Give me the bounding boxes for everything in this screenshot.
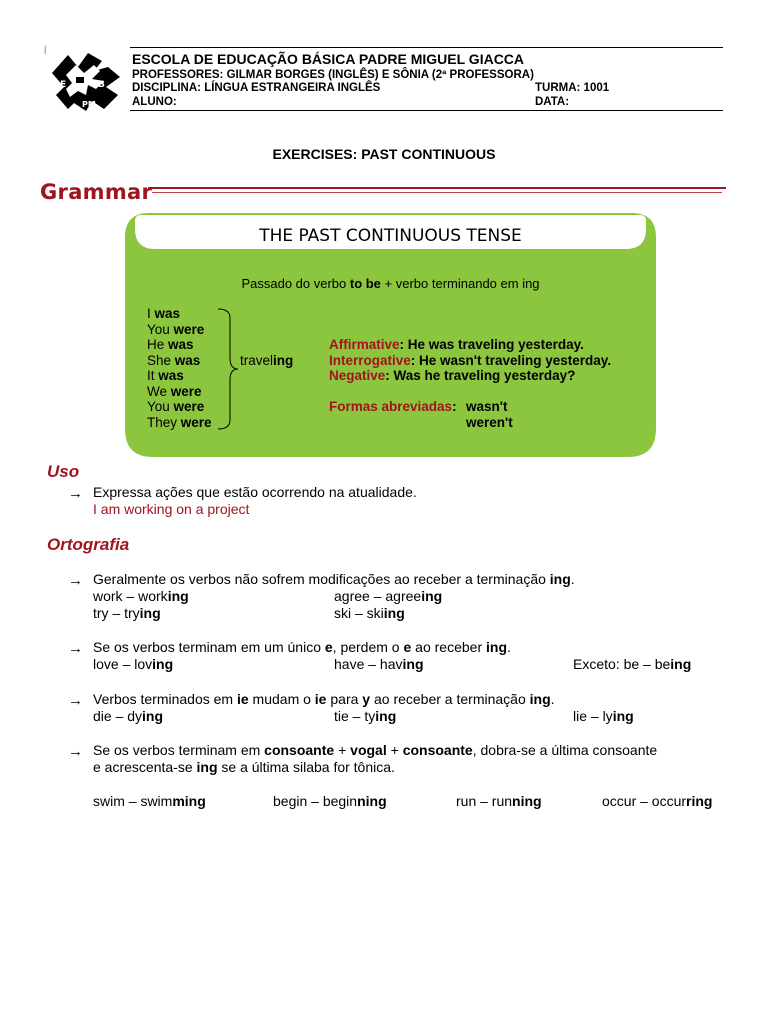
school-logo <box>48 47 126 115</box>
svg-text:B: B <box>98 80 105 90</box>
abbrev-label: Formas abreviadas: <box>329 399 457 414</box>
page-marker: | <box>44 44 47 54</box>
box-title: THE PAST CONTINUOUS TENSE <box>259 226 522 246</box>
verb-traveling: traveling <box>240 352 294 368</box>
arrow-icon: → <box>68 485 83 502</box>
header-top-line <box>130 47 723 48</box>
pronoun-row: He was <box>147 337 194 352</box>
example: agree – agreeing <box>334 588 443 604</box>
grammar-underline-1 <box>148 187 726 189</box>
arrow-icon: → <box>68 743 83 760</box>
exercise-title: EXERCISES: PAST CONTINUOUS <box>272 146 496 162</box>
school-name: ESCOLA DE EDUCAÇÃO BÁSICA PADRE MIGUEL GIACCA <box>132 51 525 67</box>
brace-icon <box>214 308 240 430</box>
formula <box>125 276 656 291</box>
date-label: DATA: <box>535 96 570 108</box>
pronoun-row: You were <box>147 399 205 414</box>
grammar-underline-2 <box>152 192 722 193</box>
interrogative-sentence: Interrogative: He wasn't traveling yesterday. <box>329 352 612 368</box>
example: ski – skiing <box>334 605 405 621</box>
svg-text:PM: PM <box>82 100 96 109</box>
grammar-heading: Grammar <box>40 180 153 204</box>
negative-sentence: Negative: Was he traveling yesterday? <box>329 368 576 383</box>
student-label: ALUNO: <box>132 96 177 108</box>
example: try – trying <box>93 605 161 621</box>
formula-rest: + verbo terminando em ing <box>380 276 540 291</box>
affirmative-sentence: Affirmative: He was traveling yesterday. <box>329 337 584 352</box>
formula-pre: Passado do verbo <box>241 276 350 291</box>
abbrev-werent: weren't <box>466 414 513 430</box>
class-label: TURMA: 1001 <box>535 82 610 94</box>
rule-2: Se os verbos terminam em um único e, perdem o e ao receber ing. <box>93 639 511 655</box>
example: lie – lying <box>573 708 634 724</box>
svg-text:E: E <box>60 80 67 90</box>
teachers-line: PROFESSORES: GILMAR BORGES (INGLÊS) E SÔNIA (2ª PROFESSORA) <box>132 69 534 81</box>
arrow-icon: → <box>68 640 83 657</box>
example: tie – tying <box>334 708 397 724</box>
rule-1: Geralmente os verbos não sofrem modificações ao receber a terminação ing. <box>93 571 575 587</box>
formula-to-be: to be <box>349 276 381 291</box>
example: run – running <box>456 793 542 809</box>
example: Exceto: be – being <box>573 656 692 672</box>
ortografia-heading: Ortografia <box>47 535 130 554</box>
example: have – having <box>334 656 424 672</box>
pronoun-row: They were <box>147 414 212 430</box>
example: occur – occurring <box>602 793 713 809</box>
subject-line: DISCIPLINA: LÍNGUA ESTRANGEIRA INGLÊS <box>132 82 381 94</box>
uso-text: Expressa ações que estão ocorrendo na atualidade. <box>93 484 417 500</box>
example: die – dying <box>93 708 164 724</box>
rule-4-line-2: e acrescenta-se ing se a última silaba for tônica. <box>93 759 395 775</box>
pronoun-row: She was <box>147 352 201 368</box>
header-bottom-line <box>130 110 723 111</box>
example: begin – beginning <box>273 793 387 809</box>
pronoun-row: I was <box>147 306 181 321</box>
pronoun-row: We were <box>147 383 202 399</box>
example: work – working <box>93 588 189 604</box>
uso-heading: Uso <box>47 462 80 481</box>
example: swim – swimming <box>93 793 206 809</box>
rule-4: Se os verbos terminam em consoante + vogal + consoante, dobra-se a última consoante <box>93 742 658 758</box>
arrow-icon: → <box>68 572 83 589</box>
rule-3: Verbos terminados em ie mudam o ie para y ao receber a terminação ing. <box>93 691 555 707</box>
arrow-icon: → <box>68 692 83 709</box>
pronoun-row: You were <box>147 321 205 337</box>
example: love – loving <box>93 656 174 672</box>
pronoun-row: It was <box>147 368 184 383</box>
abbrev-wasnt: wasn't <box>466 399 508 414</box>
uso-example: I am working on a project <box>93 501 250 517</box>
